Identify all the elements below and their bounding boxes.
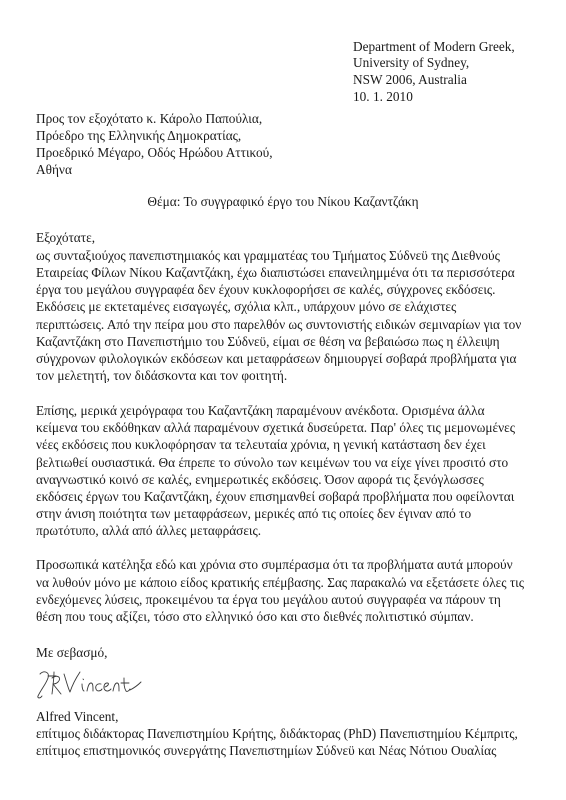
body-line: στην άνιση ποιότητα των μεταφράσεων, μερικές από τις οποίες δεν έγιναν από το — [36, 506, 472, 521]
recipient-city: Αθήνα — [36, 162, 72, 177]
handwritten-signature — [34, 664, 144, 704]
body-line: θέση που τους αξίζει, τόσο στο ελληνικό όσο και στο διεθνές πολιτιστικό σύμπαν. — [36, 609, 474, 624]
body-line: Καζαντζάκη στο Πανεπιστήμιο του Σύδνεϋ, είμαι σε θέση να βεβαιώσω πως η έλλειψη — [36, 334, 500, 349]
body-line: ενδεχόμενες λύσεις, προκειμένου τα έργα του μεγάλου αυτού συγγραφέα να πάρουν τη — [36, 592, 501, 607]
body-line: αναγνωστικό κοινό σε καλές, ενημερωτικές εκδόσεις. Όσον αφορά τις ξενόγλωσσες — [36, 472, 484, 487]
recipient-line: Προεδρικό Μέγαρο, Οδός Ηρώδου Αττικού, — [36, 145, 273, 160]
signatory-name: Alfred Vincent, — [36, 709, 119, 724]
body-line: νέες εκδόσεις που κυκλοφόρησαν τα τελευταία χρόνια, η γενική κατάσταση δεν έχει — [36, 437, 486, 452]
body-line: τον μελετητή, τον διδάσκοντα και τον φοιτητή. — [36, 368, 288, 383]
body-line: εκδόσεις έργων του Καζαντζάκη, έχουν επισημανθεί σοβαρά προβλήματα που οφείλονται — [36, 489, 515, 504]
body-line: περιπτώσεις. Από την πείρα μου στο παρελθόν ως συντονιστής ειδικών σεμιναρίων για τον — [36, 317, 522, 332]
letter-subject: Θέμα: Το συγγραφικό έργο του Νίκου Καζαντζάκη — [147, 194, 419, 209]
body-line: να λυθούν μόνο με κάποιο είδος κρατικής επέμβασης. Σας παρακαλώ να εξετάσετε όλες τις — [36, 575, 525, 590]
sender-department: Department of Modern Greek, — [353, 39, 515, 54]
sender-city: NSW 2006, Australia — [353, 72, 467, 87]
body-line: Εκδόσεις με εκτεταμένες εισαγωγές, σχόλια κλπ., υπάρχουν μόνο σε ελάχιστες — [36, 299, 457, 314]
body-line: Εταιρείας Φίλων Νίκου Καζαντζάκη, έχω διαπιστώσει επανειλημμένα ότι τα περισσότερα — [36, 265, 515, 280]
signatory-title: επίτιμος επιστημονικός συνεργάτης Πανεπιστημίων Σύδνεϋ και Νέας Νότιου Ουαλίας — [36, 743, 497, 758]
body-line: κείμενα του εκδόθηκαν αλλά παραμένουν σχετικά δυσεύρετα. Παρ' όλες τις μεμονωμένες — [36, 420, 515, 435]
body-line: βελτιωθεί ουσιαστικά. Θα έπρεπε το σύνολο των κειμένων του να είχε γίνει προσιτό στο — [36, 455, 509, 470]
body-line: Προσωπικά κατέληξα εδώ και χρόνια στο συμπέρασμα ότι τα προβλήματα αυτά μπορούν — [36, 557, 513, 572]
sender-university: University of Sydney, — [353, 55, 470, 70]
body-line: έργα του μεγάλου συγγραφέα δεν έχουν κυκλοφορήσει σε καλές, σύγχρονες εκδόσεις. — [36, 282, 496, 297]
body-line: Επίσης, μερικά χειρόγραφα του Καζαντζάκη παραμένουν ανέκδοτα. Ορισμένα άλλα — [36, 403, 485, 418]
body-line: σύγχρονων φιλολογικών εκδόσεων και μεταφράσεων δημιουργεί σοβαρά προβλήματα για — [36, 351, 517, 366]
closing: Με σεβασμό, — [36, 645, 108, 660]
signatory-title: επίτιμος διδάκτορας Πανεπιστημίου Κρήτης, διδάκτορας (PhD) Πανεπιστημίου Κέμπριτς, — [36, 726, 518, 741]
recipient-line: Προς τον εξοχότατο κ. Κάρολο Παπούλια, — [36, 111, 263, 126]
body-line: πρωτότυπο, αλλά από άλλες μεταφράσεις. — [36, 523, 262, 538]
recipient-line: Πρόεδρο της Ελληνικής Δημοκρατίας, — [36, 128, 242, 143]
salutation: Εξοχότατε, — [36, 230, 96, 245]
body-line: ως συνταξιούχος πανεπιστημιακός και γραμματέας του Τμήματος Σύδνεϋ της Διεθνούς — [36, 248, 500, 263]
letter-date: 10. 1. 2010 — [353, 89, 413, 104]
